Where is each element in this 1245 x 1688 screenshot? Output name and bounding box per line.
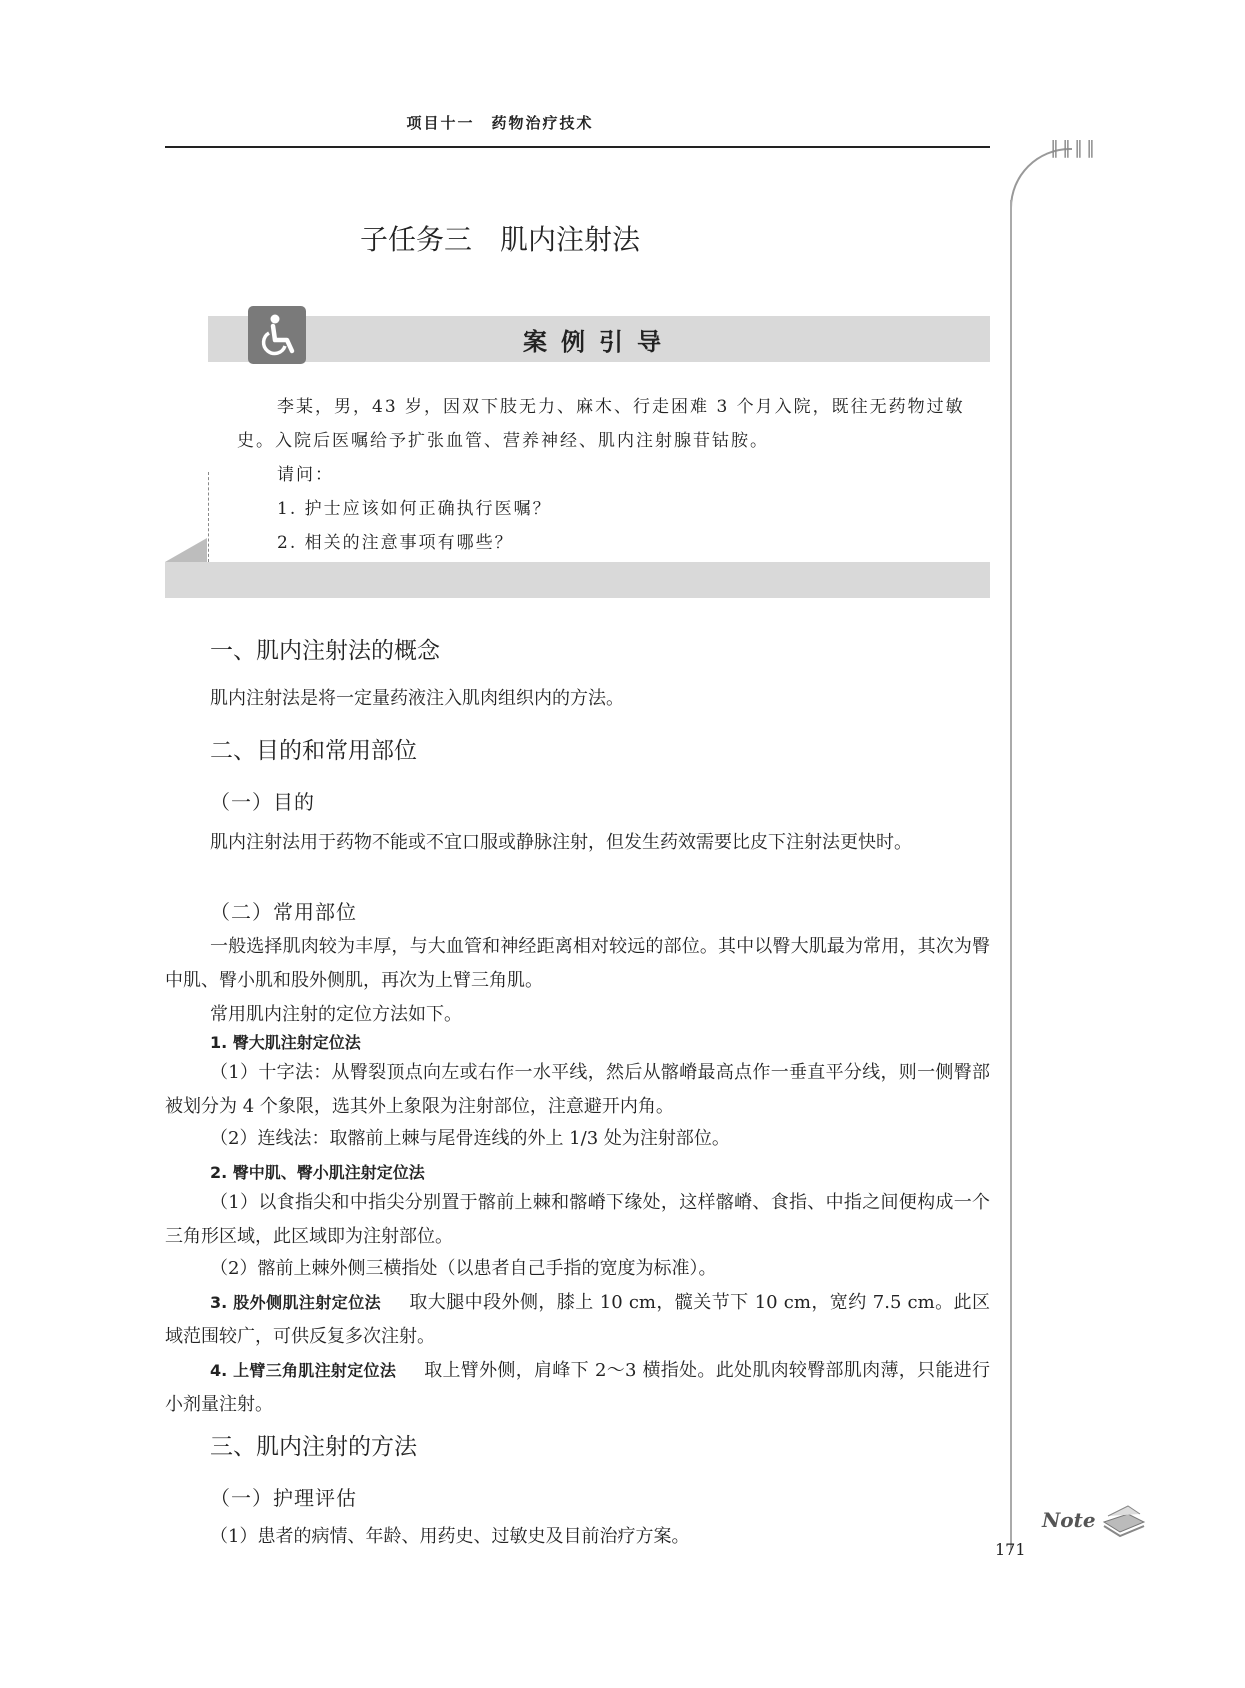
case-question-1: 1. 护士应该如何正确执行医嘱？	[277, 499, 552, 519]
assessment-item-1: （1）患者的病情、年龄、用药史、过敏史及目前治疗方案。	[210, 1526, 690, 1547]
case-paragraph: 李某，男，43 岁，因双下肢无力、麻木、行走困难 3 个月入院，既往无药物过敏史。入院后医嘱给予扩张血管、营养神经、肌内注射腺苷钴胺。	[237, 397, 965, 451]
case-dotted-line	[208, 472, 209, 562]
case-label: 案例引导	[523, 327, 675, 356]
section-heading-1: 一、肌内注射法的概念	[210, 638, 440, 664]
method-3-text: 取大腿中段外侧，膝上 10 cm，髋关节下 10 cm，宽约 7.5 cm。此区域范围较广，可供反复多次注射。	[165, 1292, 990, 1347]
page-number: 171	[995, 1540, 1026, 1559]
sites-heading: （二）常用部位	[210, 900, 357, 924]
header-rule	[165, 146, 990, 148]
notebook-icon	[1098, 1500, 1148, 1544]
method-2-b: （2）髂前上棘外侧三横指处（以患者自己手指的宽度为标准）。	[210, 1258, 717, 1279]
margin-line	[1010, 200, 1012, 1550]
case-question-2: 2. 相关的注意事项有哪些？	[277, 533, 514, 553]
section-heading-3: 三、肌内注射的方法	[210, 1434, 417, 1460]
method-2-title: 2. 臀中肌、臀小肌注射定位法	[210, 1163, 425, 1182]
margin-marks: ∥∥∥∥	[1050, 138, 1098, 159]
method-4-title: 4. 上臂三角肌注射定位法	[210, 1361, 397, 1380]
method-1-title: 1. 臀大肌注射定位法	[210, 1033, 361, 1052]
purpose-heading: （一）目的	[210, 790, 315, 814]
subtask-title: 子任务三 肌内注射法	[359, 223, 640, 256]
case-corner	[165, 538, 207, 562]
method-4-text: 取上臂外侧，肩峰下 2～3 横指处。此处肌肉较臀部肌肉薄，只能进行小剂量注射。	[165, 1360, 990, 1415]
method-2-a: （1）以食指尖和中指尖分别置于髂前上棘和髂嵴下缘处，这样髂嵴、食指、中指之间便构成一个三角形区域，此区域即为注射部位。	[165, 1192, 990, 1247]
method-1-a: （1）十字法：从臀裂顶点向左或右作一水平线，然后从髂嵴最高点作一垂直平分线，则一侧臀部被划分为 4 个象限，选其外上象限为注射部位，注意避开内角。	[165, 1062, 990, 1117]
sites-text: 一般选择肌肉较为丰厚，与大血管和神经距离相对较远的部位。其中以臀大肌最为常用，其次为臀中肌、臀小肌和股外侧肌，再次为上臂三角肌。	[165, 936, 990, 991]
case-bottom-band	[165, 562, 990, 598]
assessment-heading: （一）护理评估	[210, 1486, 357, 1510]
section-heading-2: 二、目的和常用部位	[210, 738, 417, 764]
section-1-text: 肌内注射法是将一定量药液注入肌肉组织内的方法。	[210, 688, 624, 709]
method-4	[165, 1354, 990, 1422]
purpose-text: 肌内注射法用于药物不能或不宜口服或静脉注射，但发生药效需要比皮下注射法更快时。	[210, 832, 912, 853]
case-question-intro: 请问：	[277, 465, 334, 485]
method-intro: 常用肌内注射的定位方法如下。	[210, 1004, 462, 1025]
method-1-b: （2）连线法：取髂前上棘与尾骨连线的外上 1/3 处为注射部位。	[210, 1128, 730, 1149]
method-3	[165, 1286, 990, 1354]
method-3-title: 3. 股外侧肌注射定位法	[210, 1293, 382, 1312]
running-header: 项目十一 药物治疗技术	[406, 114, 594, 132]
note-label: Note	[1042, 1508, 1096, 1532]
